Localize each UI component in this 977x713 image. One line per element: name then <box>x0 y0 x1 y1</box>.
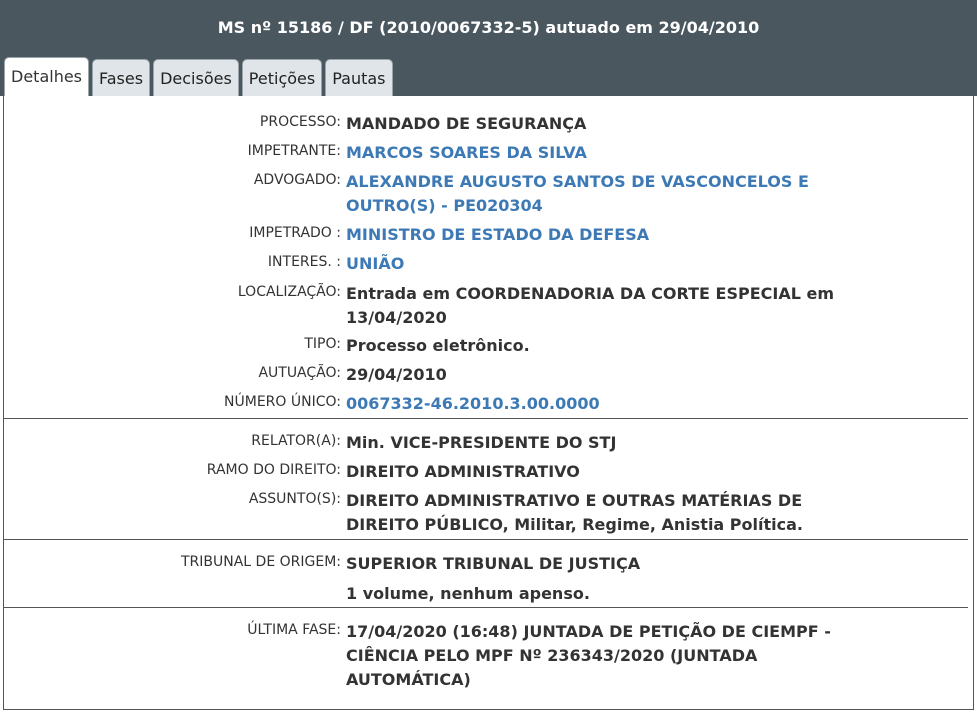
interes-label: INTERES. : <box>267 254 341 270</box>
impetrante-link[interactable]: MARCOS SOARES DA SILVA <box>346 143 587 162</box>
divider <box>4 539 968 540</box>
ultima-fase-value-line3: AUTOMÁTICA) <box>346 670 471 689</box>
volumes-value: 1 volume, nenhum apenso. <box>346 584 590 603</box>
advogado-link-line1[interactable]: ALEXANDRE AUGUSTO SANTOS DE VASCONCELOS E <box>346 172 809 191</box>
tipo-label: TIPO: <box>304 336 341 352</box>
ramo-value: DIREITO ADMINISTRATIVO <box>346 462 580 481</box>
processo-value: MANDADO DE SEGURANÇA <box>346 114 587 133</box>
tribunal-label: TRIBUNAL DE ORIGEM: <box>180 554 341 570</box>
divider <box>4 418 968 419</box>
tab-detalhes[interactable]: Detalhes <box>4 57 89 96</box>
impetrante-label: IMPETRANTE: <box>247 143 341 159</box>
numero-unico-link[interactable]: 0067332-46.2010.3.00.0000 <box>346 394 600 413</box>
tribunal-value: SUPERIOR TRIBUNAL DE JUSTIÇA <box>346 554 641 573</box>
tab-pautas[interactable]: Pautas <box>325 59 392 96</box>
impetrado-link[interactable]: MINISTRO DE ESTADO DA DEFESA <box>346 225 650 244</box>
details-panel <box>3 96 974 710</box>
advogado-link-line2[interactable]: OUTRO(S) - PE020304 <box>346 196 543 215</box>
localizacao-value-line1: Entrada em COORDENADORIA DA CORTE ESPECIAL em <box>346 284 834 303</box>
page-title: MS nº 15186 / DF (2010/0067332-5) autuado em 29/04/2010 <box>217 18 760 37</box>
tab-decisoes[interactable]: Decisões <box>153 59 239 96</box>
tab-fases[interactable]: Fases <box>92 59 150 96</box>
tab-peticoes[interactable]: Petições <box>242 59 322 96</box>
localizacao-value-line2: 13/04/2020 <box>346 308 447 327</box>
interes-link[interactable]: UNIÃO <box>346 254 405 273</box>
advogado-label: ADVOGADO: <box>253 172 341 188</box>
numero-unico-label: NÚMERO ÚNICO: <box>224 394 341 410</box>
ultima-fase-value-line2: CIÊNCIA PELO MPF Nº 236343/2020 (JUNTADA <box>346 646 758 665</box>
assunto-label: ASSUNTO(S): <box>248 491 341 507</box>
autuacao-value: 29/04/2010 <box>346 365 447 384</box>
localizacao-label: LOCALIZAÇÃO: <box>237 284 341 300</box>
assunto-value-line1: DIREITO ADMINISTRATIVO E OUTRAS MATÉRIAS DE <box>346 491 803 510</box>
tab-bar <box>4 57 393 96</box>
page-header <box>0 0 977 96</box>
relator-value: Min. VICE-PRESIDENTE DO STJ <box>346 433 617 452</box>
relator-label: RELATOR(A): <box>251 433 341 449</box>
autuacao-label: AUTUAÇÃO: <box>258 365 341 381</box>
ramo-label: RAMO DO DIREITO: <box>206 462 341 478</box>
impetrado-label: IMPETRADO : <box>249 225 341 241</box>
assunto-value-line2: DIREITO PÚBLICO, Militar, Regime, Anistia Política. <box>346 515 803 534</box>
tipo-value: Processo eletrônico. <box>346 336 530 355</box>
divider <box>4 607 968 608</box>
ultima-fase-value-line1: 17/04/2020 (16:48) JUNTADA DE PETIÇÃO DE CIEMPF - <box>346 622 831 641</box>
processo-label: PROCESSO: <box>259 114 341 130</box>
ultima-fase-label: ÚLTIMA FASE: <box>247 622 341 638</box>
